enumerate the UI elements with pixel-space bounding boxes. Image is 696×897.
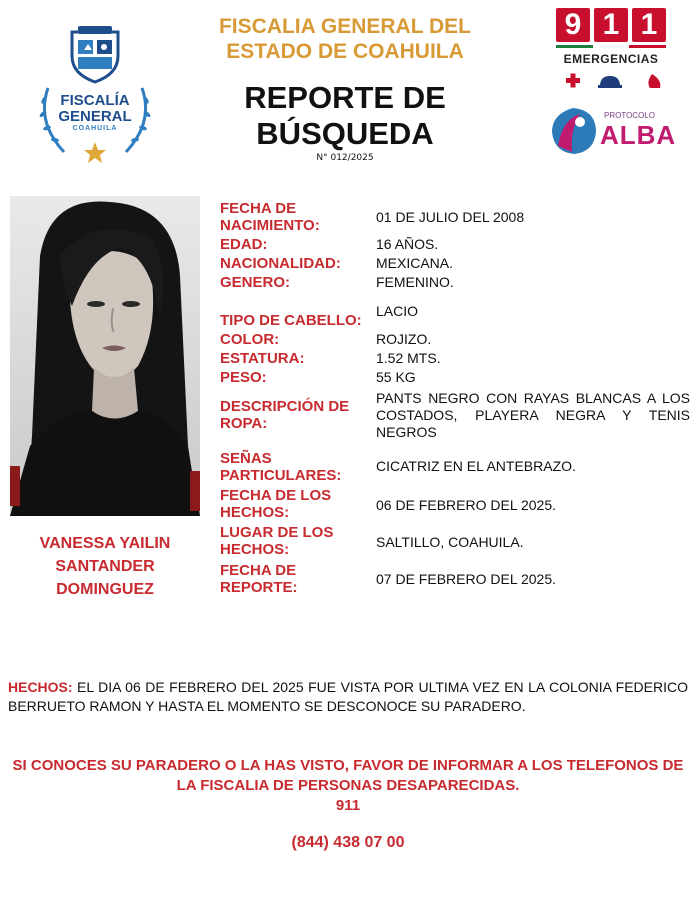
detail-nationality bbox=[220, 253, 690, 272]
detail-value: 1.52 MTS. bbox=[376, 350, 441, 366]
detail-label: TIPO DE CABELLO: bbox=[220, 312, 362, 329]
missing-person-name bbox=[10, 532, 200, 601]
laurel-icon bbox=[36, 82, 154, 164]
detail-label: EDAD: bbox=[220, 236, 268, 253]
name-line2: SANTANDER bbox=[55, 558, 155, 575]
detail-event-date bbox=[220, 484, 690, 521]
emergencias-label: EMERGENCIAS bbox=[563, 52, 659, 66]
portrait-image bbox=[10, 196, 200, 516]
detail-birthdate bbox=[220, 196, 690, 234]
digit-1-second: 1 bbox=[632, 8, 666, 42]
detail-label: FECHA DE REPORTE: bbox=[220, 562, 298, 596]
emergency-911-logo bbox=[552, 8, 670, 98]
detail-age bbox=[220, 234, 690, 253]
logo-line2: GENERAL bbox=[58, 108, 132, 125]
agency-name: FISCALIA GENERAL DEL ESTADO DE COAHUILA bbox=[218, 15, 471, 63]
detail-hair-type bbox=[220, 291, 690, 329]
digit-1: 1 bbox=[594, 8, 628, 42]
appeal-text: SI CONOCES SU PARADERO O LA HAS VISTO, FAVOR DE INFORMAR A LOS TELEFONOS DE LA FISCALIA DE PERSONAS DESAPARECIDAS. bbox=[12, 757, 684, 794]
detail-value: 07 DE FEBRERO DEL 2025. bbox=[376, 571, 557, 587]
detail-label: PESO: bbox=[220, 369, 267, 386]
report-number: N° 012/2025 bbox=[316, 153, 374, 163]
detail-report-date bbox=[220, 558, 690, 596]
digit-9: 9 bbox=[556, 8, 590, 42]
detail-distinguishing-marks bbox=[220, 444, 690, 484]
facts-text: EL DIA 06 DE FEBRERO DEL 2025 FUE VISTA POR ULTIMA VEZ EN LA COLONIA FEDERICO BERRUETO RAMON Y HASTA EL MOMENTO SE DESCONOCE SU PARADERO. bbox=[8, 679, 689, 714]
report-title: REPORTE DE BÚSQUEDA bbox=[244, 80, 446, 151]
detail-label: SEÑAS PARTICULARES: bbox=[220, 450, 342, 484]
detail-value: 16 AÑOS. bbox=[376, 236, 439, 252]
flag-stripe-icon bbox=[556, 45, 666, 48]
detail-label: GENERO: bbox=[220, 274, 291, 291]
detail-label: ESTATURA: bbox=[220, 350, 305, 367]
detail-value: CICATRIZ EN EL ANTEBRAZO. bbox=[376, 458, 576, 474]
detail-color bbox=[220, 329, 690, 348]
detail-label: LUGAR DE LOS HECHOS: bbox=[220, 524, 334, 558]
detail-value: LACIO bbox=[376, 303, 419, 319]
detail-value: SALTILLO, COAHUILA. bbox=[376, 534, 524, 550]
detail-value: MEXICANA. bbox=[376, 255, 454, 271]
name-line1: VANESSA YAILIN bbox=[39, 535, 171, 552]
name-line3: DOMINGUEZ bbox=[56, 581, 154, 598]
facts-paragraph bbox=[8, 678, 688, 716]
detail-label: FECHA DE LOS HECHOS: bbox=[220, 487, 332, 521]
emergency-number: 911 bbox=[335, 797, 361, 814]
person-details bbox=[220, 196, 690, 596]
detail-value: 01 DE JULIO DEL 2008 bbox=[376, 209, 525, 225]
protocolo-alba-logo bbox=[548, 106, 678, 156]
detail-clothing bbox=[220, 386, 690, 444]
alba-label: ALBA bbox=[600, 120, 677, 150]
emergency-services-icons bbox=[556, 70, 666, 92]
detail-label: NACIONALIDAD: bbox=[220, 255, 341, 272]
detail-event-place bbox=[220, 521, 690, 558]
contact-phone: (844) 438 07 00 bbox=[291, 834, 405, 851]
coat-of-arms-icon bbox=[64, 22, 126, 84]
detail-value: 55 KG bbox=[376, 369, 416, 385]
detail-gender bbox=[220, 272, 690, 291]
logo-line1: FISCALÍA bbox=[60, 92, 130, 109]
detail-weight bbox=[220, 367, 690, 386]
detail-value: PANTS NEGRO CON RAYAS BLANCAS A LOS COSTADOS, PLAYERA NEGRA Y TENIS NEGROS bbox=[376, 389, 690, 440]
detail-value: 06 DE FEBRERO DEL 2025. bbox=[376, 497, 557, 513]
detail-label: COLOR: bbox=[220, 331, 280, 348]
missing-person-photo bbox=[10, 196, 200, 516]
detail-label: DESCRIPCIÓN DE ROPA: bbox=[220, 398, 350, 432]
facts-label: HECHOS: bbox=[8, 679, 73, 695]
detail-height bbox=[220, 348, 690, 367]
fiscalia-logo bbox=[36, 22, 154, 164]
detail-value: ROJIZO. bbox=[376, 331, 432, 347]
protocolo-label: PROTOCOLO bbox=[604, 111, 655, 120]
detail-label: FECHA DE NACIMIENTO: bbox=[220, 200, 320, 234]
detail-value: FEMENINO. bbox=[376, 274, 454, 290]
alba-figure-icon bbox=[548, 106, 598, 156]
logo-line3: COAHUILA bbox=[72, 125, 118, 132]
